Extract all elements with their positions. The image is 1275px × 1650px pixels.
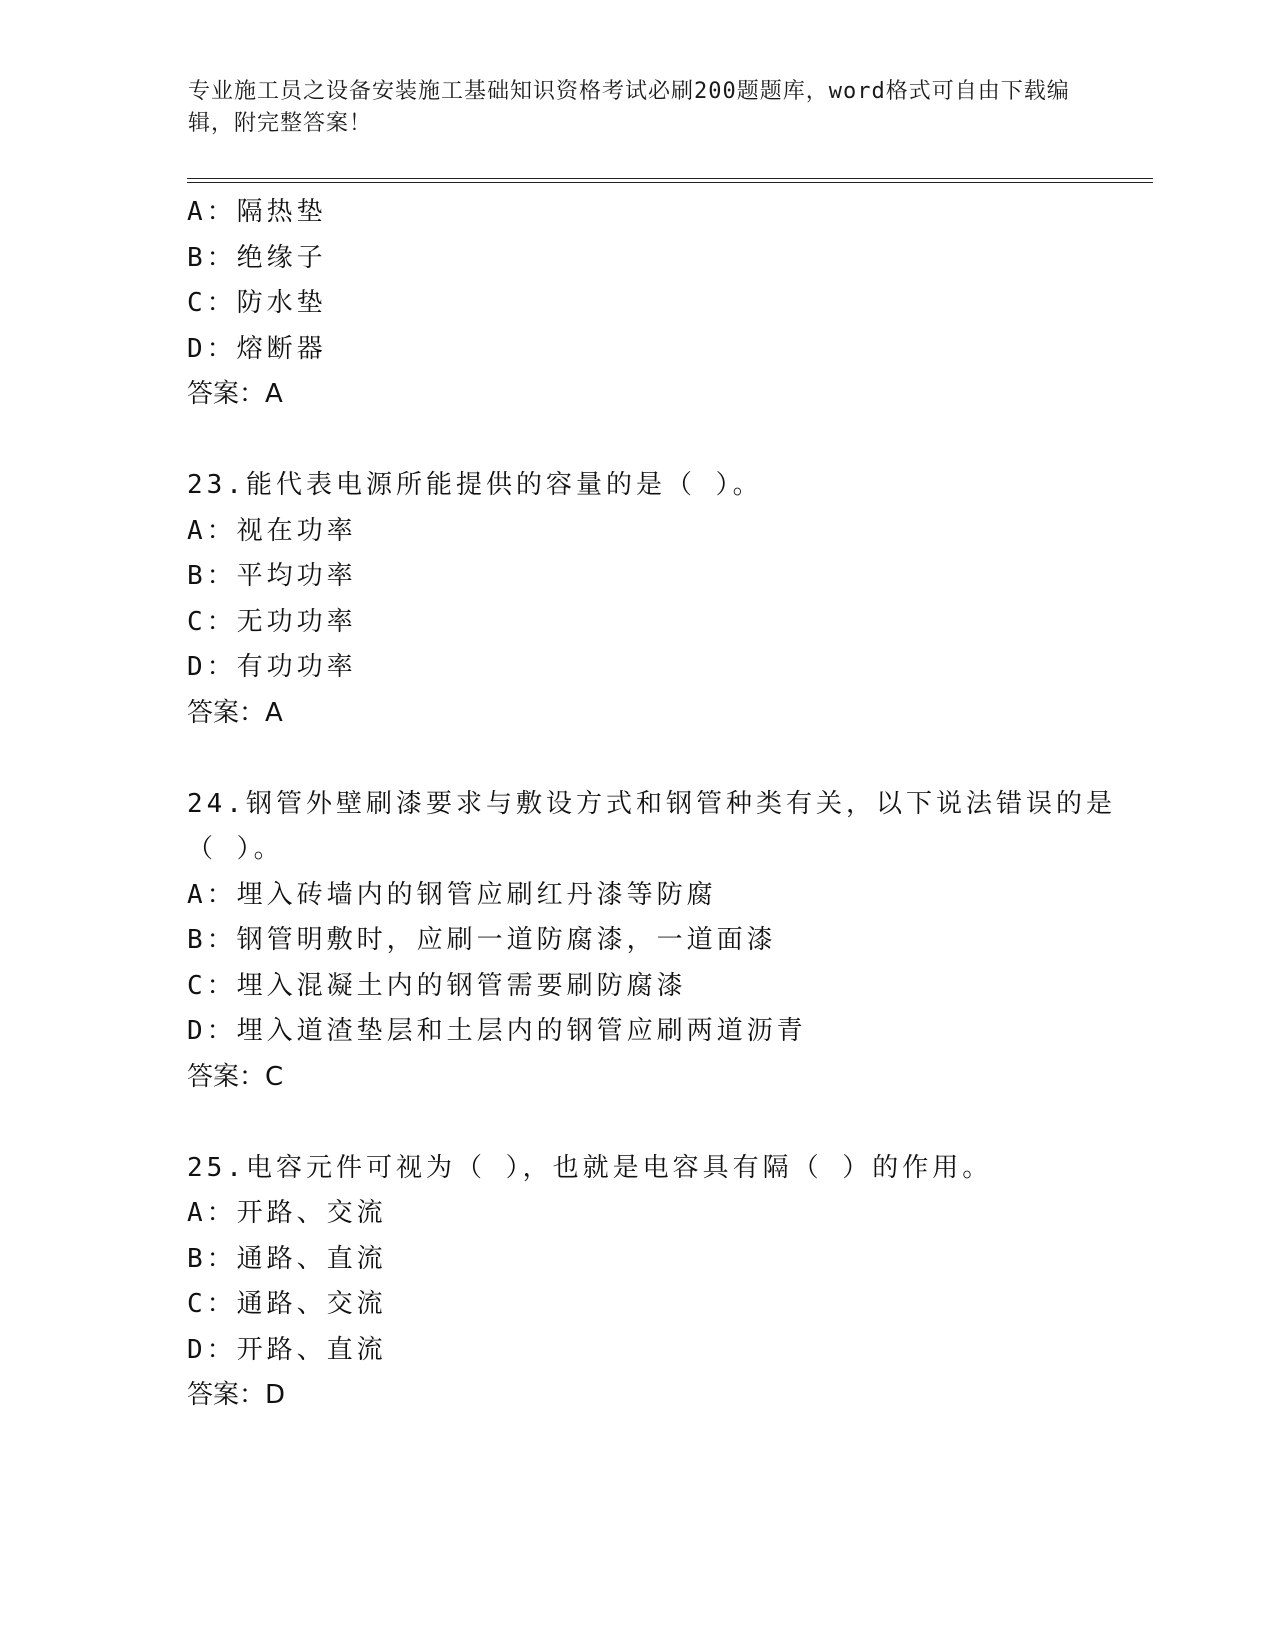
option-c: C：埋入混凝土内的钢管需要刷防腐漆 <box>187 970 687 1001</box>
question-stem: 23.能代表电源所能提供的容量的是（ ）。 <box>187 470 763 500</box>
question-25 <box>187 1146 1087 1419</box>
option-c: C：无功功率 <box>187 606 357 637</box>
option-d: D：熔断器 <box>187 333 327 364</box>
option-b: B：通路、直流 <box>187 1243 387 1274</box>
question-24 <box>187 782 1116 1101</box>
option-a: A：埋入砖墙内的钢管应刷红丹漆等防腐 <box>187 879 717 910</box>
question-stem: 24.钢管外壁刷漆要求与敷设方式和钢管种类有关，以下说法错误的是 <box>187 788 1116 819</box>
option-c: C：防水垫 <box>187 288 327 318</box>
header-title: 专业施工员之设备安装施工基础知识资格考试必刷200题题库，word格式可自由下载编辑，附完整答案！ <box>188 79 1070 136</box>
option-d: D：开路、直流 <box>187 1334 387 1365</box>
option-d: D：埋入道渣垫层和土层内的钢管应刷两道沥青 <box>187 1016 807 1046</box>
question-list <box>187 190 1116 1419</box>
answer: 答案：D <box>187 1380 286 1410</box>
option-d: D：有功功率 <box>187 652 357 682</box>
option-b: B：钢管明敷时，应刷一道防腐漆，一道面漆 <box>187 925 777 955</box>
header-divider-bottom <box>187 182 1153 183</box>
option-a: A：开路、交流 <box>187 1198 387 1228</box>
spacer <box>187 418 1087 464</box>
question-23 <box>187 463 1087 736</box>
document-header <box>188 76 1078 140</box>
question-22-fragment <box>187 190 1087 418</box>
question-stem: 25.电容元件可视为（ ），也就是电容具有隔（ ）的作用。 <box>187 1152 993 1183</box>
option-c: C：通路、交流 <box>187 1289 387 1319</box>
option-a: A：视在功率 <box>187 515 357 546</box>
option-b: B：平均功率 <box>187 561 357 591</box>
answer: 答案：A <box>187 379 283 409</box>
answer: 答案：C <box>187 1061 284 1092</box>
spacer <box>187 1100 1087 1146</box>
spacer <box>187 736 1087 782</box>
answer: 答案：A <box>187 697 283 728</box>
header-divider-top <box>187 178 1153 179</box>
question-stem-continued: （ ）。 <box>187 834 284 864</box>
option-a: A：隔热垫 <box>187 197 327 227</box>
option-b: B：绝缘子 <box>187 242 327 273</box>
